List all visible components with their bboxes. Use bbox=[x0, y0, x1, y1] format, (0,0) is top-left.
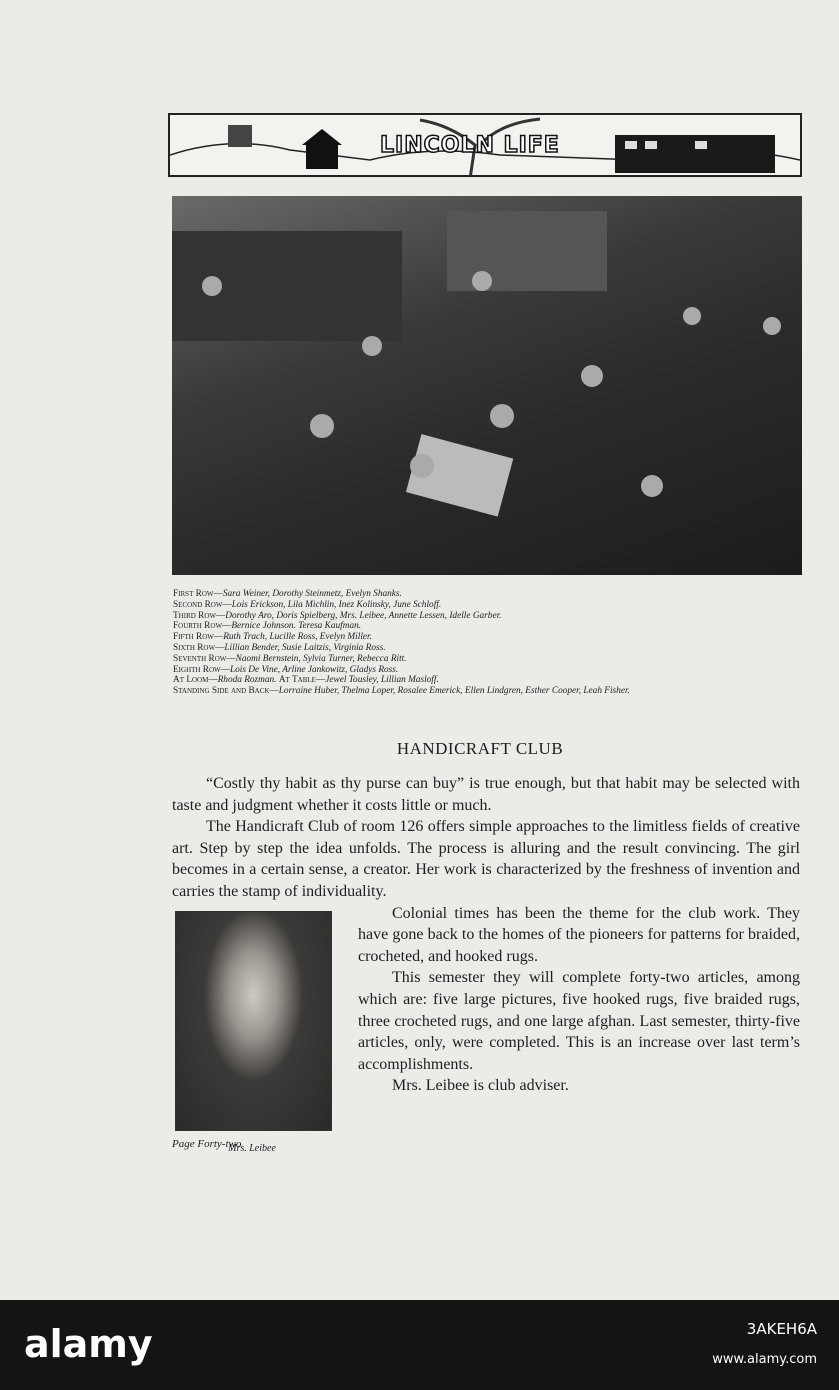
tree-left bbox=[228, 125, 252, 147]
photo-caption bbox=[173, 589, 813, 697]
watermark-url: www.alamy.com bbox=[712, 1352, 817, 1367]
photo-illustration bbox=[172, 196, 802, 575]
watermark-bar bbox=[0, 1300, 839, 1390]
paragraph: The Handicraft Club of room 126 offers simple approaches to the limitless fields of creative art. Step by step the idea unfolds. The process is alluring and the result convincing. The girl becomes in a certain sense, a creator. Her work is characterized by the freshness of invention and carries the stamp of individuality. bbox=[172, 818, 800, 900]
club-group-photo bbox=[172, 196, 802, 575]
watermark-logo: alamy bbox=[24, 1322, 153, 1366]
page-number: Page Forty-two bbox=[172, 1138, 242, 1150]
paragraph: This semester they will complete forty-two articles, among which are: five large pictures, five hooked rugs, five braided rugs, three crocheted rugs, and one large afghan. Last semester, thirty-five articles, only, were completed. This is an increase over last term’s accomplishments. bbox=[358, 969, 800, 1073]
caption-line: First Row—Sara Weiner, Dorothy Steinmetz, Evelyn Shanks. bbox=[173, 589, 402, 599]
caption-line: Fifth Row—Ruth Trach, Lucille Ross, Evelyn Miller. bbox=[173, 632, 372, 643]
caption-line: Sixth Row—Lillian Bender, Susie Laitzis, Virginia Ross. bbox=[173, 642, 386, 653]
caption-line: Third Row—Dorothy Aro, Doris Spielberg, Mrs. Leibee, Annette Lessen, Idelle Garber. bbox=[173, 610, 502, 621]
caption-line: At Loom—Rhoda Rozman. At Table—Jewel Tousley, Lillian Masloff. bbox=[173, 675, 439, 686]
portrait-caption: Mrs. Leibee bbox=[228, 1143, 276, 1155]
schoolhouse bbox=[306, 145, 338, 169]
caption-line: Eighth Row—Lois De Vine, Arline Jankowitz, Gladys Ross. bbox=[173, 664, 399, 675]
caption-line: Fourth Row—Bernice Johnson. Teresa Kaufman. bbox=[173, 621, 362, 632]
paragraph: Colonial times has been the theme for the club work. They have gone back to the homes of the pioneers for patterns for braided, crocheted, and hooked rugs. bbox=[358, 904, 800, 965]
banner-title: LINCOLN LIFE bbox=[380, 133, 560, 158]
paragraph: “Costly thy habit as thy purse can buy” is true enough, but that habit may be selected with taste and judgment whether it costs little or much. bbox=[172, 775, 800, 814]
caption-line: Second Row—Lois Erickson, Lila Michlin, Inez Kolinsky, June Schloff. bbox=[173, 599, 442, 610]
portrait-photo bbox=[175, 911, 332, 1131]
article-body bbox=[172, 773, 800, 1171]
masthead-banner bbox=[168, 113, 802, 177]
watermark-image-id: 3AKEH6A bbox=[746, 1320, 817, 1338]
paragraph: Mrs. Leibee is club adviser. bbox=[392, 1077, 569, 1095]
school-building bbox=[615, 135, 775, 173]
portrait-figure bbox=[172, 903, 358, 1171]
caption-line: Seventh Row—Naomi Bernstein, Sylvia Turner, Rebecca Ritt. bbox=[173, 653, 407, 664]
article-title: HANDICRAFT CLUB bbox=[396, 739, 564, 758]
caption-line: Standing Side and Back—Lorraine Huber, Thelma Loper, Rosalee Emerick, Ellen Lindgren, Esther Cooper, Leah Fisher. bbox=[173, 686, 630, 697]
